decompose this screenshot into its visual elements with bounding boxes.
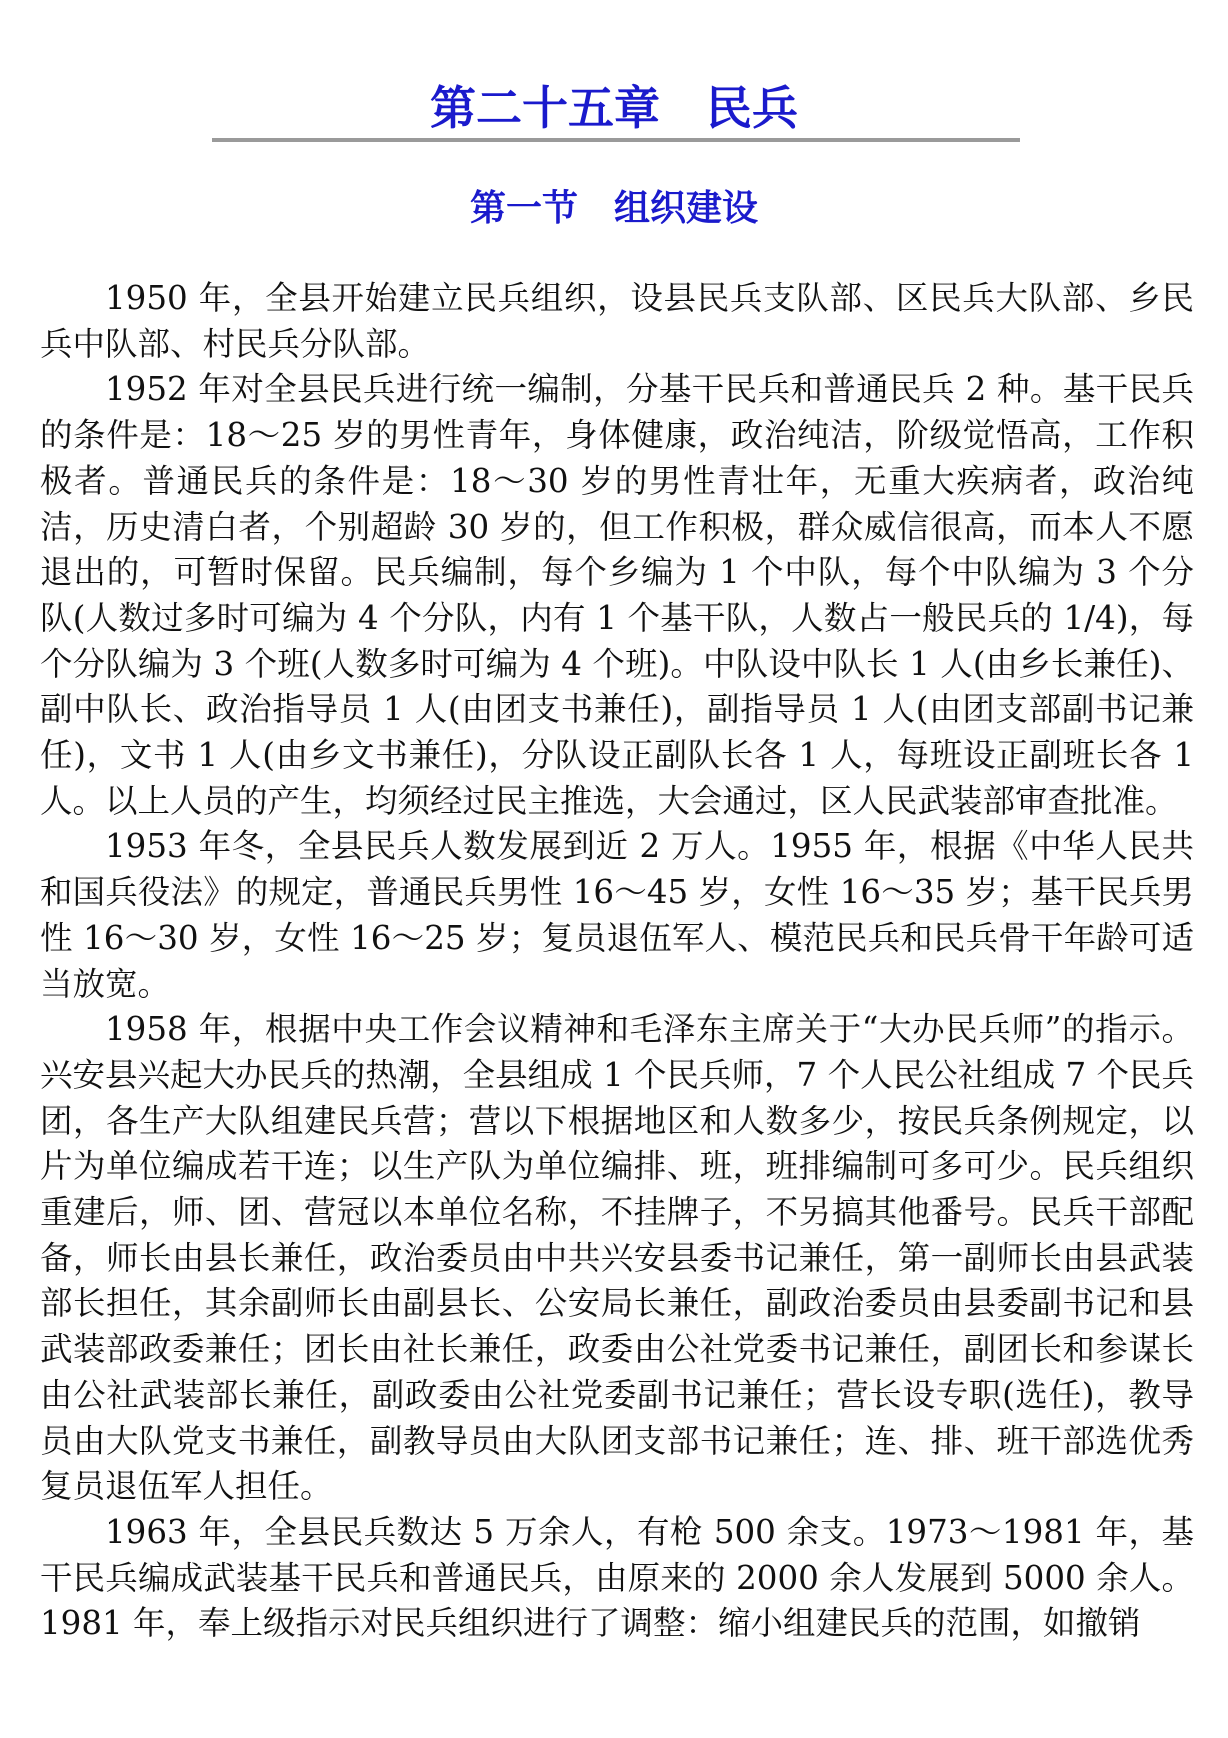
paragraph-1963: 1963 年，全县民兵数达 5 万余人，有枪 500 余支。1973～1981 年，基干民兵编成武装基干民兵和普通民兵，由原来的 2000 余人发展到 5000 余人。1981 年，奉上级指示对民兵组织进行了调整：缩小组建民兵的范围，如撤销 <box>40 1512 1194 1643</box>
body-text <box>40 276 1194 1647</box>
paragraph-1950: 1950 年，全县开始建立民兵组织，设县民兵支队部、区民兵大队部、乡民兵中队部、村民兵分队部。 <box>40 279 1194 363</box>
paragraph-1952: 1952 年对全县民兵进行统一编制，分基干民兵和普通民兵 2 种。基干民兵的条件是：18～25 岁的男性青年，身体健康，政治纯洁，阶级觉悟高，工作积极者。普通民兵的条件是：18～30 岁的男性青壮年，无重大疾病者，政治纯洁，历史清白者，个别超龄 30 岁的，但工作积极，群众威信很高，而本人不愿退出的，可暂时保留。民兵编制，每个乡编为 1 个中队，每个中队编为 3 个分队(人数过多时可编为 4 个分队，内有 1 个基干队，人数占一般民兵的 1/4)，每个分队编为 3 个班(人数多时可编为 4 个班)。中队设中队长 1 人(由乡长兼任)、副中队长、政治指导员 1 人(由团支书兼任)，副指导员 1 人(由团支部副书记兼任)，文书 1 人(由乡文书兼任)，分队设正副队长各 1 人，每班设正副班长各 1 人。以上人员的产生，均须经过民主推选，大会通过，区人民武装部审查批准。 <box>40 370 1194 820</box>
paragraph-1953: 1953 年冬，全县民兵人数发展到近 2 万人。1955 年，根据《中华人民共和国兵役法》的规定，普通民兵男性 16～45 岁，女性 16～35 岁；基干民兵男性 16～30 岁，女性 16～25 岁；复员退伍军人、模范民兵和民兵骨干年龄可适当放宽。 <box>40 827 1194 1003</box>
chapter-divider <box>212 138 1020 142</box>
section-title: 第一节 组织建设 <box>469 187 758 229</box>
paragraph-1958: 1958 年，根据中央工作会议精神和毛泽东主席关于“大办民兵师”的指示。兴安县兴起大办民兵的热潮，全县组成 1 个民兵师，7 个人民公社组成 7 个民兵团，各生产大队组建民兵营；营以下根据地区和人数多少，按民兵条例规定，以片为单位编成若干连；以生产队为单位编排、班，班排编制可多可少。民兵组织重建后，师、团、营冠以本单位名称，不挂牌子，不另搞其他番号。民兵干部配备，师长由县长兼任，政治委员由中共兴安县委书记兼任，第一副师长由县武装部长担任，其余副师长由副县长、公安局长兼任，副政治委员由县委副书记和县武装部政委兼任；团长由社长兼任，政委由公社党委书记兼任，副团长和参谋长由公社武装部长兼任，副政委由公社党委副书记兼任；营长设专职(选任)，教导员由大队党支书兼任，副教导员由大队团支部书记兼任；连、排、班干部选优秀复员退伍军人担任。 <box>40 1010 1194 1506</box>
chapter-title: 第二十五章 民兵 <box>430 81 798 135</box>
